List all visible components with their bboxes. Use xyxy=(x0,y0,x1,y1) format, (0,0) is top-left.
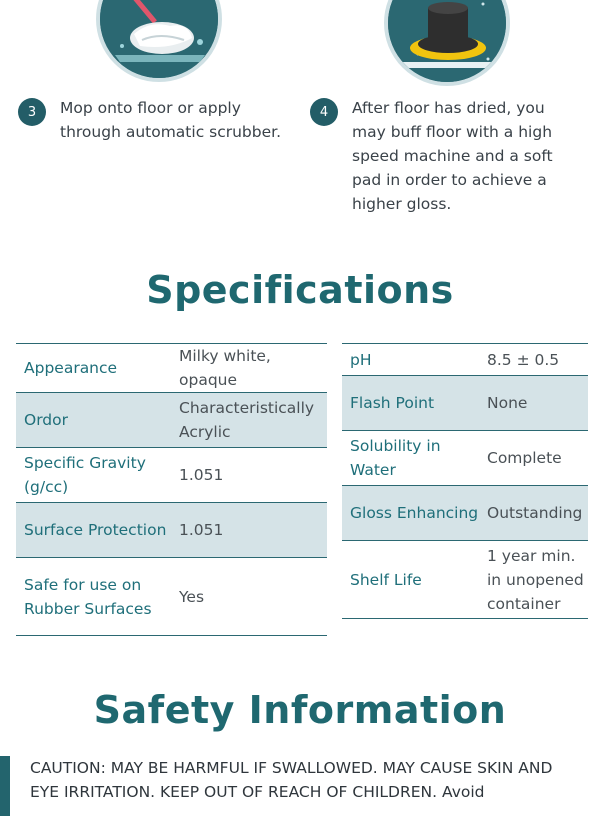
step-3 xyxy=(18,96,288,144)
table-row xyxy=(16,558,327,636)
spec-value: None xyxy=(479,376,588,431)
spec-value: 1.051 xyxy=(171,448,327,503)
table-row xyxy=(342,541,588,619)
table-row xyxy=(342,344,588,376)
spec-value: Characteristically Acrylic xyxy=(171,393,327,448)
spec-value: Complete xyxy=(479,431,588,486)
specifications-table-right xyxy=(342,343,588,619)
spec-label: Solubility in Water xyxy=(342,431,479,486)
spec-value: 8.5 ± 0.5 xyxy=(479,344,588,376)
step-number-badge: 3 xyxy=(18,98,46,126)
spec-label: Safe for use on Rubber Surfaces xyxy=(16,558,171,636)
spec-value: Yes xyxy=(171,558,327,636)
spec-label: Appearance xyxy=(16,344,171,393)
spec-label: Gloss Enhancing xyxy=(342,486,479,541)
step-text: Mop onto floor or apply through automatic scrubber. xyxy=(60,99,282,141)
step-4 xyxy=(310,96,580,216)
table-row xyxy=(16,448,327,503)
mop-icon xyxy=(100,0,218,78)
specifications-title: Specifications xyxy=(146,268,454,312)
spec-value: Milky white, opaque xyxy=(171,344,327,393)
spec-value: 1.051 xyxy=(171,503,327,558)
step-text: After floor has dried, you may buff floor with a high speed machine and a soft pad in order to achieve a higher gloss. xyxy=(352,99,553,213)
table-row xyxy=(16,344,327,393)
table-row xyxy=(342,376,588,431)
spec-label: Surface Protection xyxy=(16,503,171,558)
table-row xyxy=(342,431,588,486)
spec-label: Flash Point xyxy=(342,376,479,431)
table-row xyxy=(16,503,327,558)
safety-caution-box xyxy=(0,756,600,816)
spec-label: Shelf Life xyxy=(342,541,479,619)
buffer-illustration xyxy=(384,0,510,86)
safety-title: Safety Information xyxy=(93,688,507,732)
safety-caution-text: CAUTION: MAY BE HARMFUL IF SWALLOWED. MAY CAUSE SKIN AND EYE IRRITATION. KEEP OUT OF REACH OF CHILDREN. Avoid xyxy=(30,759,553,801)
spec-label: Ordor xyxy=(16,393,171,448)
specifications-table-left xyxy=(16,343,327,636)
spec-label: pH xyxy=(342,344,479,376)
spec-value: Outstanding xyxy=(479,486,588,541)
table-row xyxy=(16,393,327,448)
accent-bar xyxy=(0,756,10,816)
table-row xyxy=(342,486,588,541)
floor-buffer-icon xyxy=(388,0,506,82)
mop-illustration xyxy=(96,0,222,82)
spec-label: Specific Gravity (g/cc) xyxy=(16,448,171,503)
step-number-badge: 4 xyxy=(310,98,338,126)
spec-value: 1 year min. in unopened container xyxy=(479,541,588,619)
